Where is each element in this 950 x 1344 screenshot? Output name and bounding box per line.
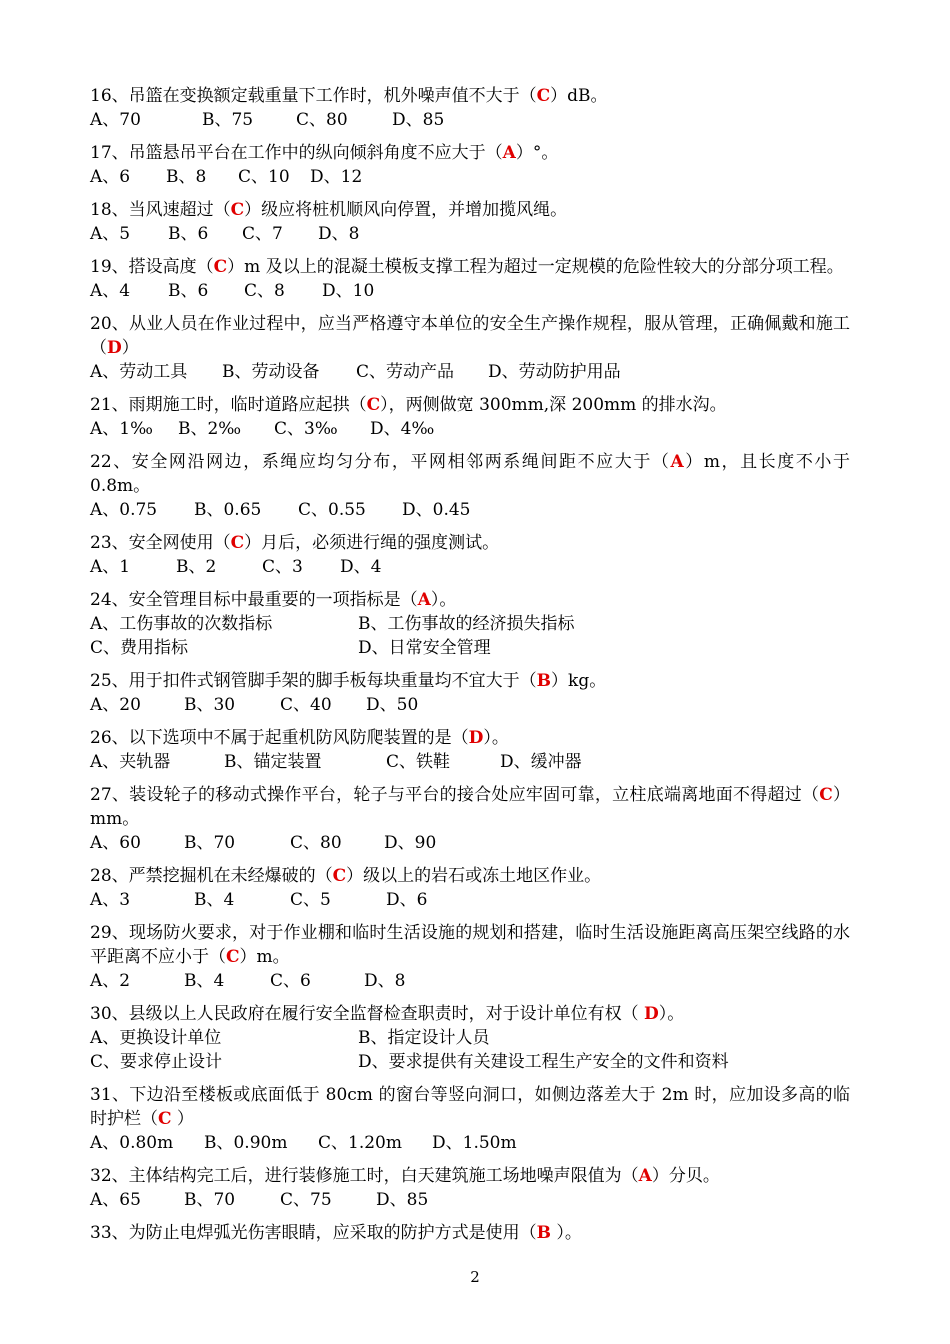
option-a: A、1 (90, 557, 131, 577)
option-c: C、75 (280, 1190, 332, 1210)
answer-letter: B (536, 671, 552, 691)
option-c: C、1.20m (318, 1133, 402, 1153)
question-stem (90, 1221, 850, 1245)
question-stem (90, 783, 850, 831)
option-d: D、日常安全管理 (358, 638, 491, 658)
answer-letter: C (158, 1109, 172, 1129)
question-text: 22、安全网沿网边，系绳应均匀分布，平网相邻两系绳间距不应大于（ (90, 452, 671, 472)
options-row (90, 1131, 850, 1155)
option-d: D、缓冲器 (500, 752, 582, 772)
option-c: C、费用指标 (90, 638, 189, 658)
question-text-end: ）级应将桩机顺风向停置，并增加揽风绳。 (244, 200, 568, 220)
question-text: 30、县级以上人民政府在履行安全监督检查职责时，对于设计单位有权（ (90, 1004, 645, 1024)
question-stem (90, 255, 850, 279)
option-a: A、5 (90, 224, 131, 244)
option-a: A、0.75 (90, 500, 158, 520)
answer-letter: C (230, 533, 245, 553)
answer-letter: C (332, 866, 347, 886)
question-text: 33、为防止电焊弧光伤害眼睛，应采取的防护方式是使用（ (90, 1223, 537, 1243)
options-row (90, 693, 850, 717)
options-row (90, 360, 850, 384)
question-22 (90, 450, 850, 522)
question-text-end: ）。 (483, 728, 509, 748)
option-d: D、8 (318, 224, 360, 244)
options-row (90, 279, 850, 303)
question-text-end: ）级以上的岩石或冻土地区作业。 (346, 866, 602, 886)
answer-letter: C (226, 947, 240, 967)
question-stem (90, 312, 850, 360)
question-stem (90, 393, 850, 417)
question-text-end: ），两侧做宽 300mm,深 200mm 的排水沟。 (380, 395, 727, 415)
question-stem (90, 1164, 850, 1188)
question-text-end: ）。 (658, 1004, 685, 1024)
option-a: A、65 (90, 1190, 141, 1210)
question-16 (90, 84, 850, 132)
options-row (90, 831, 850, 855)
answer-letter: A (502, 143, 516, 163)
option-d: D、50 (366, 695, 419, 715)
option-b: B、30 (184, 695, 236, 715)
options-row (90, 750, 850, 774)
option-b: B、2 (176, 557, 217, 577)
answer-letter: C (366, 395, 381, 415)
question-text-end: ）mm。 (90, 785, 851, 829)
option-c: C、3 (262, 557, 303, 577)
option-c: C、80 (290, 833, 342, 853)
option-d: D、10 (322, 281, 375, 301)
question-text: 26、以下选项中不属于起重机防风防爬装置的是（ (90, 728, 469, 748)
option-d: D、8 (364, 971, 406, 991)
answer-letter: C (536, 86, 551, 106)
option-c: C、7 (242, 224, 283, 244)
option-c: C、6 (270, 971, 311, 991)
question-21 (90, 393, 850, 441)
options-row (90, 222, 850, 246)
question-list (90, 84, 850, 1254)
question-text-end: ）dB。 (550, 86, 608, 106)
options-row (90, 498, 850, 522)
question-stem (90, 921, 850, 969)
option-c: C、5 (290, 890, 331, 910)
option-a: A、70 (90, 110, 141, 130)
option-a: A、2 (90, 971, 131, 991)
options-row (90, 612, 850, 660)
question-31 (90, 1083, 850, 1155)
option-b: B、2‰ (178, 419, 242, 439)
option-b: B、4 (184, 971, 225, 991)
answer-letter: C (213, 257, 228, 277)
option-b: B、6 (168, 224, 209, 244)
question-text: 19、搭设高度（ (90, 257, 214, 277)
option-d: D、0.45 (402, 500, 471, 520)
answer-letter: D (468, 728, 484, 748)
question-24 (90, 588, 850, 660)
question-text: 29、现场防火要求，对于作业棚和临时生活设施的规划和搭建，临时生活设施距离高压架空线路的水平距离不应小于（ (90, 923, 850, 967)
question-text-end: ）。 (430, 590, 457, 610)
question-20 (90, 312, 850, 384)
option-c: C、8 (244, 281, 285, 301)
question-text-end: ）m 及以上的混凝土模板支撑工程为超过一定规模的危险性较大的分部分项工程。 (227, 257, 844, 277)
option-a: A、夹轨器 (90, 752, 171, 772)
question-text-end: ）kg。 (551, 671, 607, 691)
question-text: 17、吊篮悬吊平台在工作中的纵向倾斜角度不应大于（ (90, 143, 503, 163)
question-text-end: ） (171, 1109, 194, 1129)
question-text-end: ） (121, 338, 139, 358)
question-text-end: ）分贝。 (651, 1166, 720, 1186)
question-18 (90, 198, 850, 246)
option-a: A、劳动工具 (90, 362, 188, 382)
question-32 (90, 1164, 850, 1212)
question-23 (90, 531, 850, 579)
question-stem (90, 669, 850, 693)
option-a: A、4 (90, 281, 131, 301)
option-a: A、0.80m (90, 1133, 174, 1153)
answer-letter: A (638, 1166, 652, 1186)
question-30 (90, 1002, 850, 1074)
question-19 (90, 255, 850, 303)
option-c: C、3‰ (274, 419, 338, 439)
option-d: D、1.50m (432, 1133, 517, 1153)
question-text: 27、装设轮子的移动式操作平台，轮子与平台的接合处应牢固可靠，立柱底端离地面不得超过（ (90, 785, 820, 805)
question-25 (90, 669, 850, 717)
page-number: 2 (470, 1268, 480, 1286)
question-text: 31、下边沿至楼板或底面低于 80cm 的窗台等竖向洞口，如侧边落差大于 2m 时，应加设多高的临时护栏（ (90, 1085, 850, 1129)
option-c: C、要求停止设计 (90, 1052, 223, 1072)
answer-letter: A (417, 590, 431, 610)
options-row (90, 1188, 850, 1212)
options-row (90, 1026, 850, 1074)
option-d: D、4 (340, 557, 382, 577)
question-28 (90, 864, 850, 912)
options-row (90, 417, 850, 441)
option-a: A、6 (90, 167, 131, 187)
answer-letter: D (107, 338, 122, 358)
options-row (90, 969, 850, 993)
option-b: B、70 (184, 1190, 236, 1210)
option-a: A、60 (90, 833, 141, 853)
option-c: C、10 (238, 167, 290, 187)
option-b: B、工伤事故的经济损失指标 (358, 614, 575, 634)
question-text: 21、雨期施工时，临时道路应起拱（ (90, 395, 367, 415)
option-c: C、0.55 (298, 500, 366, 520)
question-text: 28、严禁挖掘机在未经爆破的（ (90, 866, 333, 886)
option-d: D、6 (386, 890, 428, 910)
option-b: B、0.65 (194, 500, 262, 520)
options-row (90, 888, 850, 912)
question-text-end: ）月后，必须进行绳的强度测试。 (244, 533, 500, 553)
question-stem (90, 1083, 850, 1131)
option-b: B、锚定装置 (224, 752, 322, 772)
option-d: D、85 (376, 1190, 429, 1210)
question-text-end: ）°。 (515, 143, 559, 163)
option-d: D、劳动防护用品 (488, 362, 621, 382)
question-stem (90, 450, 850, 498)
option-d: D、85 (392, 110, 445, 130)
answer-letter: C (230, 200, 245, 220)
options-row (90, 165, 850, 189)
question-stem (90, 1002, 850, 1026)
option-d: D、4‰ (370, 419, 435, 439)
question-stem (90, 141, 850, 165)
question-text: 23、安全网使用（ (90, 533, 231, 553)
option-b: B、指定设计人员 (358, 1028, 490, 1048)
question-text-end: ）。 (551, 1223, 582, 1243)
question-stem (90, 531, 850, 555)
option-b: B、70 (184, 833, 236, 853)
option-c: C、40 (280, 695, 332, 715)
answer-letter: C (819, 785, 833, 805)
option-c: C、铁鞋 (386, 752, 451, 772)
question-text-end: ）m。 (239, 947, 290, 967)
option-c: C、劳动产品 (356, 362, 455, 382)
answer-letter: B (536, 1223, 552, 1243)
question-text: 20、从业人员在作业过程中，应当严格遵守本单位的安全生产操作规程，服从管理，正确佩戴和施工（ (90, 314, 850, 358)
question-33 (90, 1221, 850, 1245)
question-text: 24、安全管理目标中最重要的一项指标是（ (90, 590, 418, 610)
option-c: C、80 (296, 110, 348, 130)
option-d: D、90 (384, 833, 437, 853)
options-row (90, 555, 850, 579)
option-a: A、更换设计单位 (90, 1028, 222, 1048)
option-d: D、要求提供有关建设工程生产安全的文件和资料 (358, 1052, 729, 1072)
option-b: B、6 (168, 281, 209, 301)
option-b: B、8 (166, 167, 207, 187)
option-a: A、3 (90, 890, 131, 910)
question-27 (90, 783, 850, 855)
option-d: D、12 (310, 167, 363, 187)
question-stem (90, 588, 850, 612)
question-stem (90, 864, 850, 888)
question-stem (90, 84, 850, 108)
option-a: A、1‰ (90, 419, 153, 439)
question-text: 16、吊篮在变换额定载重量下工作时，机外噪声值不大于（ (90, 86, 537, 106)
option-b: B、4 (194, 890, 235, 910)
option-b: B、0.90m (204, 1133, 288, 1153)
answer-letter: A (670, 452, 684, 472)
option-b: B、75 (202, 110, 254, 130)
answer-letter: D (644, 1004, 659, 1024)
question-stem (90, 726, 850, 750)
question-stem (90, 198, 850, 222)
question-text: 25、用于扣件式钢管脚手架的脚手板每块重量均不宜大于（ (90, 671, 537, 691)
option-b: B、劳动设备 (222, 362, 320, 382)
option-a: A、20 (90, 695, 141, 715)
option-a: A、工伤事故的次数指标 (90, 614, 273, 634)
question-26 (90, 726, 850, 774)
question-17 (90, 141, 850, 189)
question-text-end: ）m，且长度不小于 0.8m。 (90, 452, 850, 496)
question-text: 32、主体结构完工后，进行装修施工时，白天建筑施工场地噪声限值为（ (90, 1166, 639, 1186)
question-29 (90, 921, 850, 993)
options-row (90, 108, 850, 132)
question-text: 18、当风速超过（ (90, 200, 231, 220)
